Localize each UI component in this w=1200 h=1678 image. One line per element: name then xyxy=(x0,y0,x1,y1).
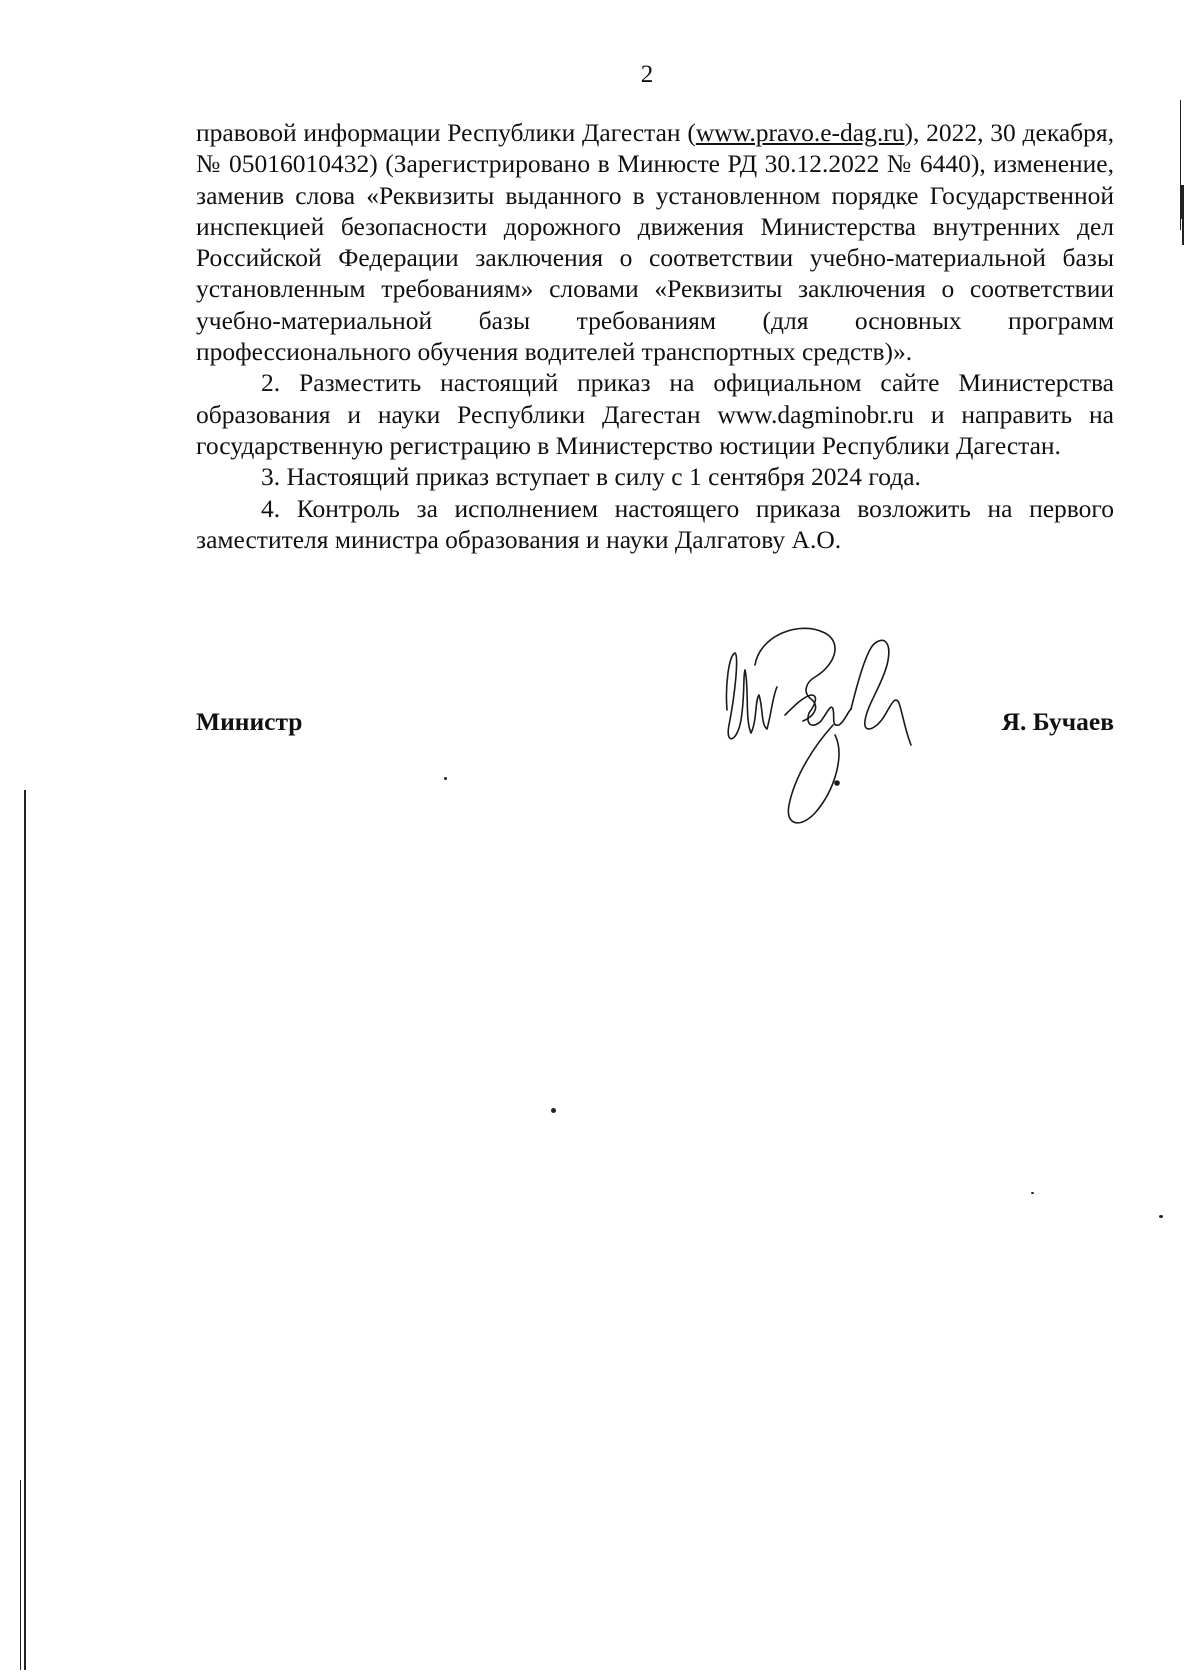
signatory-title: Министр xyxy=(196,707,303,736)
document-body xyxy=(196,117,1114,555)
page-number: 2 xyxy=(640,61,654,88)
scan-edge-line xyxy=(20,1480,21,1670)
signature-stroke xyxy=(785,695,851,725)
signature-stroke xyxy=(851,640,911,745)
scan-speck xyxy=(1159,1215,1163,1218)
paragraph-2: 2. Разместить настоящий приказ на официальном сайте Министерства образования и науки Республики Дагестан www.dagminobr.ru и направить на государственную регистрацию в Министерство юстиции Республики Дагестан. xyxy=(196,368,1114,460)
signature-stroke xyxy=(788,725,839,823)
signatory-name: Я. Бучаев xyxy=(1001,707,1114,736)
scan-edge-line xyxy=(1182,215,1184,245)
scan-edge-line xyxy=(1181,185,1184,219)
scan-speck xyxy=(444,777,447,780)
signature-block xyxy=(196,705,1114,739)
paragraph-4: 4. Контроль за исполнением настоящего приказа возложить на первого заместителя министра образования и науки Далгатову А.О. xyxy=(196,493,1114,554)
scan-edge-line xyxy=(24,790,26,1670)
paragraph-text: правовой информации Республики Дагестан ( xyxy=(196,118,696,147)
signature-stroke xyxy=(755,628,835,721)
paragraph-continuation xyxy=(196,117,1114,367)
pravo-link: www.pravo.e-dag.ru xyxy=(695,118,905,147)
paragraph-3: 3. Настоящий приказ вступает в силу с 1 сентября 2024 года. xyxy=(261,462,921,492)
paragraph-text: ), 2022, 30 декабря, № 05016010432) (Зарегистрировано в Минюсте РД 30.12.2022 № 6440), изменение, заменив слова «Реквизиты выданного в установленном порядке Государственной инспекцией безопасности дорожного движения Министерства внутренних дел Российской Федерации заключения о соответствии учебно-материальной базы установленным требованиям» словами «Реквизиты заключения о соответствии учебно-материальной базы требованиям (для основных программ профессионального обучения водителей транспортных средств)». xyxy=(196,118,1114,367)
scan-speck xyxy=(1031,1192,1034,1194)
handwritten-signature xyxy=(715,625,940,840)
signature-stroke xyxy=(726,653,777,739)
signature-dot xyxy=(835,781,839,785)
scan-speck xyxy=(551,1108,556,1113)
